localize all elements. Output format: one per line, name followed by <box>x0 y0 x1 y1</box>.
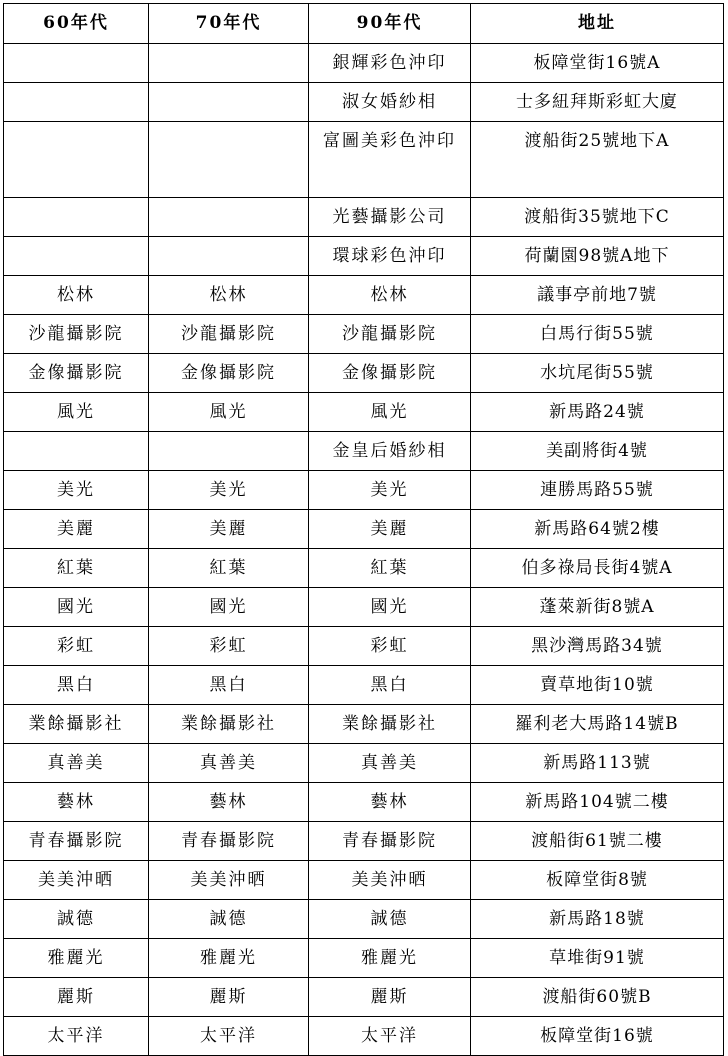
cell-60s: 美光 <box>4 471 149 510</box>
cell-70s: 金像攝影院 <box>149 354 309 393</box>
cell-70s: 誠德 <box>149 900 309 939</box>
cell-70s <box>149 44 309 83</box>
cell-70s: 雅麗光 <box>149 939 309 978</box>
cell-address: 板障堂街8號 <box>471 861 724 900</box>
table-row <box>4 939 724 978</box>
cell-90s: 黑白 <box>309 666 471 705</box>
cell-address: 板障堂街16號 <box>471 1017 724 1056</box>
cell-90s: 沙龍攝影院 <box>309 315 471 354</box>
cell-70s: 美麗 <box>149 510 309 549</box>
table-row <box>4 83 724 122</box>
table-row <box>4 510 724 549</box>
cell-60s: 業餘攝影社 <box>4 705 149 744</box>
cell-70s <box>149 83 309 122</box>
cell-60s: 風光 <box>4 393 149 432</box>
cell-60s <box>4 83 149 122</box>
cell-60s: 藝林 <box>4 783 149 822</box>
cell-60s: 雅麗光 <box>4 939 149 978</box>
table-row <box>4 744 724 783</box>
cell-90s: 彩虹 <box>309 627 471 666</box>
cell-70s: 青春攝影院 <box>149 822 309 861</box>
cell-90s: 富圖美彩色沖印 <box>309 122 471 198</box>
cell-90s: 松林 <box>309 276 471 315</box>
cell-address: 議事亭前地7號 <box>471 276 724 315</box>
cell-60s: 沙龍攝影院 <box>4 315 149 354</box>
table-row <box>4 276 724 315</box>
table-row <box>4 354 724 393</box>
cell-90s: 藝林 <box>309 783 471 822</box>
cell-60s: 紅葉 <box>4 549 149 588</box>
table-row <box>4 237 724 276</box>
header-address: 地址 <box>471 4 724 44</box>
cell-70s: 黑白 <box>149 666 309 705</box>
cell-70s: 太平洋 <box>149 1017 309 1056</box>
cell-60s <box>4 198 149 237</box>
cell-90s: 金像攝影院 <box>309 354 471 393</box>
cell-60s: 真善美 <box>4 744 149 783</box>
cell-90s: 銀輝彩色沖印 <box>309 44 471 83</box>
cell-70s: 彩虹 <box>149 627 309 666</box>
cell-address: 蓬萊新街8號A <box>471 588 724 627</box>
cell-60s: 太平洋 <box>4 1017 149 1056</box>
cell-address: 新馬路113號 <box>471 744 724 783</box>
cell-70s <box>149 198 309 237</box>
cell-address: 士多紐拜斯彩虹大廈 <box>471 83 724 122</box>
table-row <box>4 705 724 744</box>
cell-address: 連勝馬路55號 <box>471 471 724 510</box>
cell-90s: 真善美 <box>309 744 471 783</box>
cell-90s: 美光 <box>309 471 471 510</box>
cell-address: 新馬路104號二樓 <box>471 783 724 822</box>
cell-address: 新馬路18號 <box>471 900 724 939</box>
cell-70s: 國光 <box>149 588 309 627</box>
table-row <box>4 627 724 666</box>
cell-60s: 黑白 <box>4 666 149 705</box>
cell-70s: 紅葉 <box>149 549 309 588</box>
cell-90s: 金皇后婚紗相 <box>309 432 471 471</box>
cell-60s <box>4 432 149 471</box>
cell-60s <box>4 237 149 276</box>
cell-address: 渡船街60號B <box>471 978 724 1017</box>
cell-90s: 美麗 <box>309 510 471 549</box>
cell-90s: 環球彩色沖印 <box>309 237 471 276</box>
cell-address: 新馬路24號 <box>471 393 724 432</box>
photo-studio-table <box>3 3 724 1056</box>
cell-90s: 美美沖晒 <box>309 861 471 900</box>
cell-70s <box>149 122 309 198</box>
cell-60s: 美麗 <box>4 510 149 549</box>
table-row <box>4 783 724 822</box>
cell-70s: 沙龍攝影院 <box>149 315 309 354</box>
cell-address: 草堆街91號 <box>471 939 724 978</box>
table-row <box>4 471 724 510</box>
table-row <box>4 549 724 588</box>
cell-90s: 風光 <box>309 393 471 432</box>
cell-address: 黑沙灣馬路34號 <box>471 627 724 666</box>
table-row <box>4 861 724 900</box>
table-row <box>4 588 724 627</box>
cell-70s: 麗斯 <box>149 978 309 1017</box>
cell-70s: 美光 <box>149 471 309 510</box>
cell-70s: 松林 <box>149 276 309 315</box>
table-row <box>4 666 724 705</box>
cell-70s <box>149 432 309 471</box>
cell-90s: 麗斯 <box>309 978 471 1017</box>
cell-70s: 業餘攝影社 <box>149 705 309 744</box>
cell-60s <box>4 44 149 83</box>
cell-60s <box>4 122 149 198</box>
table-row <box>4 432 724 471</box>
cell-90s: 雅麗光 <box>309 939 471 978</box>
table-row <box>4 122 724 198</box>
cell-address: 美副將街4號 <box>471 432 724 471</box>
cell-60s: 美美沖晒 <box>4 861 149 900</box>
cell-90s: 光藝攝影公司 <box>309 198 471 237</box>
table-row <box>4 44 724 83</box>
cell-address: 水坑尾街55號 <box>471 354 724 393</box>
cell-60s: 誠德 <box>4 900 149 939</box>
cell-60s: 麗斯 <box>4 978 149 1017</box>
table-row <box>4 900 724 939</box>
table-row <box>4 393 724 432</box>
cell-address: 新馬路64號2樓 <box>471 510 724 549</box>
cell-70s <box>149 237 309 276</box>
cell-60s: 彩虹 <box>4 627 149 666</box>
table-body <box>4 44 724 1056</box>
cell-address: 渡船街25號地下A <box>471 122 724 198</box>
cell-90s: 淑女婚紗相 <box>309 83 471 122</box>
cell-90s: 青春攝影院 <box>309 822 471 861</box>
cell-90s: 國光 <box>309 588 471 627</box>
cell-address: 白馬行街55號 <box>471 315 724 354</box>
cell-90s: 紅葉 <box>309 549 471 588</box>
header-row <box>4 4 724 44</box>
cell-70s: 風光 <box>149 393 309 432</box>
table-row <box>4 315 724 354</box>
table-row <box>4 822 724 861</box>
cell-90s: 太平洋 <box>309 1017 471 1056</box>
cell-60s: 松林 <box>4 276 149 315</box>
header-60s: 60年代 <box>4 4 149 44</box>
cell-address: 伯多祿局長街4號A <box>471 549 724 588</box>
cell-90s: 業餘攝影社 <box>309 705 471 744</box>
cell-90s: 誠德 <box>309 900 471 939</box>
cell-60s: 青春攝影院 <box>4 822 149 861</box>
cell-70s: 美美沖晒 <box>149 861 309 900</box>
cell-address: 荷蘭園98號A地下 <box>471 237 724 276</box>
cell-address: 賣草地街10號 <box>471 666 724 705</box>
cell-60s: 國光 <box>4 588 149 627</box>
cell-address: 渡船街61號二樓 <box>471 822 724 861</box>
cell-70s: 真善美 <box>149 744 309 783</box>
header-90s: 90年代 <box>309 4 471 44</box>
cell-address: 羅利老大馬路14號B <box>471 705 724 744</box>
cell-address: 渡船街35號地下C <box>471 198 724 237</box>
cell-address: 板障堂街16號A <box>471 44 724 83</box>
table-row <box>4 978 724 1017</box>
header-70s: 70年代 <box>149 4 309 44</box>
table-row <box>4 198 724 237</box>
table-row <box>4 1017 724 1056</box>
cell-70s: 藝林 <box>149 783 309 822</box>
cell-60s: 金像攝影院 <box>4 354 149 393</box>
